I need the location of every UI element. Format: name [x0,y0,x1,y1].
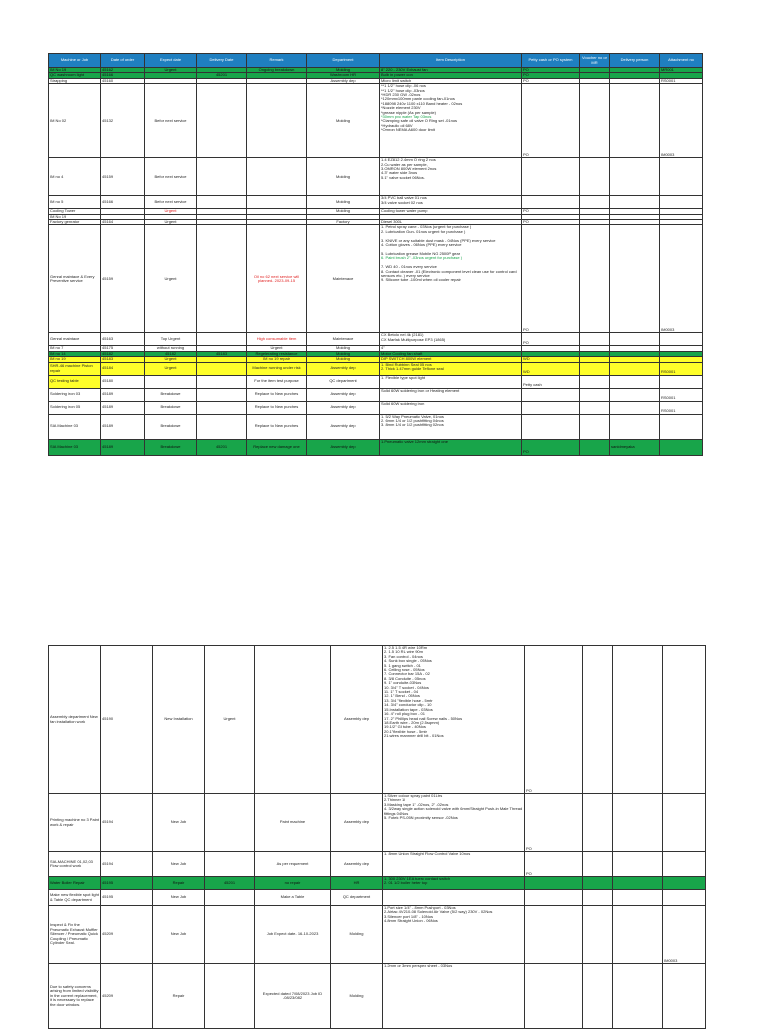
po-cell [522,196,580,209]
attachment-cell: IM0003 [663,906,706,964]
department-cell: Assembly dep [307,78,380,83]
date-cell: 45194 [101,794,153,852]
table-row [49,852,706,877]
table-row [49,375,703,388]
po-cell: PO [522,220,580,225]
maintenance-table-top [48,53,703,456]
remark-cell: High consumable item [247,333,307,346]
remark-cell: Oil no 62 next service will planned- 2023-09-15 [247,225,307,333]
expect-cell: New Job [153,794,205,852]
remark-cell: Replace to New purches [247,401,307,414]
machine-cell: IM no 5 [49,196,101,209]
department-cell: Assembly dep [307,388,380,401]
date-cell: 45195 [101,877,153,890]
machine-cell: Strapping [49,78,101,83]
expect-cell: Top Urgent [145,333,197,346]
description-cell: Diesel 300L [380,220,522,225]
attachment-cell [663,646,706,794]
attachment-cell: RS0001 [660,78,703,83]
description-cell: 1. 5/2 Way Pneumatic Valve, 01nos 2. 6mm 1/4 or 1/2 pushfitting 04nos 3. 8mm 1/4 or 1/2 pushfitting 02nos [380,414,522,439]
remark-cell: Paint machine [255,794,331,852]
expect-cell: New Job [153,906,205,964]
expect-cell: Befor next service [145,158,197,196]
machine-cell: Genral maintace & Every Preventive service [49,225,101,333]
po-cell: PO [522,225,580,333]
table-row [49,439,703,455]
department-cell: Washroom HR [307,73,380,78]
person-cell [610,333,660,346]
department-cell: QC department [331,890,383,906]
po-cell [525,964,583,1029]
description-cell: 3/4 PVC ball valve 01 nos 3/4 valve socket 02 nos [380,196,522,209]
attachment-cell [663,852,706,877]
description-cell: DIP SWITCH 800W element [380,357,522,362]
delivery-cell [197,414,247,439]
machine-cell: IM no 7 [49,346,101,351]
table-row [49,388,703,401]
voucher-cell [580,388,610,401]
delivery-cell [197,225,247,333]
date-cell: 45163 [101,333,145,346]
po-cell [522,414,580,439]
po-cell [522,158,580,196]
attachment-cell: IM0003 [660,225,703,333]
description-cell: 4" [380,346,522,351]
attachment-cell [660,375,703,388]
po-cell: PO [522,84,580,158]
machine-cell: Inspect & Fix the Pneumatic Exhaust Muffler Silencer / Pneumatic Quick Coupling / Pneumatic Cylinder Seal. [49,906,101,964]
attachment-cell [660,158,703,196]
description-cell: 1. 300 230V 1EA tuerc contact switch 2. 01 1/2 boiler heter top [383,877,525,890]
department-cell: Maintenace [307,225,380,333]
department-cell: Molding [307,68,380,73]
po-cell: PO [525,852,583,877]
column-header: Remark [247,54,307,68]
po-cell: PO [525,794,583,852]
description-cell: 1.Port size 1/4" - 8mm Pushport - 03Nos 2.Airtac 4V210-08 Solenoid Air Valve (5/2 way) 230V - 02Nos 3.Silencer port 1/8" - 10Nos 4.8mm Straight Union - 06Nos [383,906,525,964]
table-body [49,646,706,1029]
date-cell: 45190 [101,646,153,794]
expect-cell: Breakdowe [145,401,197,414]
voucher-cell [583,877,613,890]
department-cell: Assembly dep [331,852,383,877]
remark-cell [247,158,307,196]
column-header: Voucher no or MR [580,54,610,68]
po-cell: PO [525,646,583,794]
delivery-cell: 45201 [197,73,247,78]
voucher-cell [580,439,610,455]
column-header: Attachment no [660,54,703,68]
description-cell: 1. Flexible type spot light [380,375,522,388]
expect-cell: Repair [153,964,205,1029]
machine-cell: Water Boiler Repair [49,877,101,890]
machine-cell: Assembly department New fan installation work [49,646,101,794]
voucher-cell [580,414,610,439]
delivery-cell [197,401,247,414]
column-header: Item Description [380,54,522,68]
table-row [49,794,706,852]
delivery-cell: 45183 [197,351,247,356]
department-cell: Molding [307,84,380,158]
machine-cell: IM No 19 [49,68,101,73]
po-cell [525,906,583,964]
expect-cell: Breakdowe [145,388,197,401]
machine-cell: Soldering iron 03 [49,388,101,401]
date-cell: 45189 [101,414,145,439]
attachment-cell: RS0001 [660,362,703,375]
voucher-cell [580,84,610,158]
department-cell: Factory [307,220,380,225]
date-cell: 45209 [101,964,153,1029]
remark-cell: As per requement [255,852,331,877]
description-cell: 8" 220 - 230V Exhaust fan [380,68,522,73]
delivery-cell [205,890,255,906]
date-cell: 45159 [101,225,145,333]
machine-cell: Factory genrator [49,220,101,225]
department-cell: QC department [307,375,380,388]
date-cell: 45166 [101,196,145,209]
date-cell: 45189 [101,439,145,455]
date-cell: 45194 [101,852,153,877]
machine-cell: Due to safety concerns arising from limited visibility in the current replacement, it is necessary to replace the door window. [49,964,101,1029]
table-row [49,646,706,794]
po-cell: PO [522,439,580,455]
department-cell: Molding [307,209,380,214]
po-cell [525,890,583,906]
expect-cell: Urgent [145,68,197,73]
expect-cell: Repair [153,877,205,890]
column-header: Delivery Date [197,54,247,68]
expect-cell: New Job [153,890,205,906]
description-cell: 1.2mm or 3mm perspex sheet - 03Nos [383,964,525,1029]
delivery-cell [205,964,255,1029]
column-header: Date of order [101,54,145,68]
delivery-cell [205,852,255,877]
person-cell [613,852,663,877]
expect-cell [145,375,197,388]
attachment-cell [663,890,706,906]
po-cell: WD [522,362,580,375]
expect-cell: Breakdowe [145,439,197,455]
machine-cell: IM no 19 [49,357,101,362]
expect-cell: New Installation [153,646,205,794]
date-cell: 45166 [101,73,145,78]
po-cell: PO [522,68,580,73]
machine-cell: IM No 02 [49,84,101,158]
table-row [49,158,703,196]
machine-cell: QC washroom light [49,73,101,78]
attachment-cell [660,439,703,455]
department-cell: Molding [331,964,383,1029]
department-cell: Assembly dep [331,646,383,794]
description-cell: 1. 8mm Union Straight Flow Control Valve 10nos [383,852,525,877]
machine-cell: SIA Machine 03 [49,414,101,439]
expect-cell: Urgent [145,362,197,375]
table-row [49,225,703,333]
department-cell: Assembly dep [307,362,380,375]
delivery-cell [197,196,247,209]
person-cell [613,877,663,890]
remark-cell [255,646,331,794]
department-cell: Molding [307,351,380,356]
po-cell: WD [522,357,580,362]
attachment-cell [660,196,703,209]
person-cell [613,646,663,794]
date-cell: 45160 [101,78,145,83]
remark-cell: Expected dated 7/08/2023 Job ID -08/23/082 [255,964,331,1029]
voucher-cell [583,890,613,906]
delivery-cell: 45201 [197,439,247,455]
person-cell [613,964,663,1029]
po-cell [525,877,583,890]
date-cell: 45184 [101,362,145,375]
machine-cell: IM No 19 [49,214,101,219]
date-cell: 45189 [101,401,145,414]
date-cell: 45209 [101,906,153,964]
delivery-cell: 45201 [205,877,255,890]
date-cell: 45175 [101,346,145,351]
po-cell [522,388,580,401]
machine-cell: IM no 14 [49,351,101,356]
description-cell: **1 1/2'' hose clip -06 nos **1 1/2'' hose clip -03nos *HDR 230 GW -02nos *120mmx100mm panle cooling fan-01nos *188098 240v 1100 x110 Band heater - 02nos *Nozzle element 230V *grease nipple (As per sample) *30mm pvc water Tap 03nos *Clamping safe oil valve O Ring set -01nos *Hydraulic oil 68V *Omron NEMA A600 door limit [380,84,522,158]
department-cell: Assembly dep [307,414,380,439]
delivery-cell [205,906,255,964]
machine-cell: Cooling Tower [49,209,101,214]
po-cell: PO [522,333,580,346]
table-row [49,84,703,158]
attachment-cell: RS0001 [660,401,703,414]
department-cell: Molding [331,906,383,964]
date-cell: 45164 [101,220,145,225]
remark-cell: Make a Table [255,890,331,906]
column-header: Delivery person [610,54,660,68]
department-cell: Molding [307,196,380,209]
description-cell: 1. 2.5 1.5 4R wire 10Rm 2. 1.5 10 RL wire 90m 3. Fan control - 04nos 4. Sunk box single - 05Nos 5. 1 gang switch - 01 6. Ceiling rose - 05Nos 7. Connector bar 15A - 02 8. 3/8 Conduite - 05nos 9. 1" conduite-03Nos 10. 3/4" T socket - 04Nos 11. 1" T socket - 04 12. 1" Bend - 05Nos 13. 3/4 "flexible hose - 5mtr 14. 3/4" conductor clip - 10 15.Installation tape - 03Nos 16. 4" roll plug box - 01 17. 2" Phillips head nail Screw nails - 50Nos 18.Earth wire - 20m (2.5sqmm) 19.1/2" GI tube - 40Nos 20.1"flexible hose - 5mtr 21.wires mannner drill bit - 01Nos [383,646,525,794]
column-header: Petty cash or PO system [522,54,580,68]
description-cell: Bulb in power con [380,73,522,78]
date-cell: 45189 [101,388,145,401]
attachment-cell: MR001 [660,68,703,73]
expect-cell: Befor next service [145,84,197,158]
delivery-cell [197,158,247,196]
voucher-cell [583,964,613,1029]
description-cell: 1. Petrol spray cane - 03Nos (urgent for purchase ) 2. Lubrication Gun- 01nos urgent for purchase ) 3. KNIVE or any suitable dust mask - 04Nos (PPE) every service 4. Cotton gloves - 06Nos (PPE) every service 5. Lubrication grease Mobile NG 2500P gear 6. Paint brush 2" -03nos urgent for purchase ) 7. WD 40 - 01nos every service 8. Contact cleaner -01 (Electronic component level clean use for control card sensors etc. ) every service 9. Silicone tube -100ml when oil cooler repair [380,225,522,333]
department-cell: Molding [307,346,380,351]
expect-cell: New Job [153,852,205,877]
remark-cell: IM no 19 repair [247,357,307,362]
table-row [49,401,703,414]
machine-cell: Genral maintace [49,333,101,346]
delivery-cell [205,794,255,852]
table-row [49,906,706,964]
voucher-cell [583,646,613,794]
date-cell: 45162 [101,68,145,73]
expect-cell: Urgent [145,357,197,362]
department-cell: Molding [307,357,380,362]
table-row [49,362,703,375]
description-cell: Motor Cooling fan shaft [380,351,522,356]
description-cell: 1.4 EZ812 2.4mm O ring 2 nos 2.Cu water as per sample, 3.OMRON 800W element 2nos 4.3" water side 3nos 5.1" valve socket 06Nos. [380,158,522,196]
delivery-cell [197,375,247,388]
voucher-cell [580,225,610,333]
delivery-cell [197,388,247,401]
expect-cell: Befor next service [145,196,197,209]
table-row [49,414,703,439]
person-cell [613,906,663,964]
delivery-cell [197,362,247,375]
person-cell [610,362,660,375]
date-cell: 45183 [101,357,145,362]
description-cell: CX Betolo nel 4k (2181) CX Marfak Multipurpose EP3 (1865) [380,333,522,346]
column-header: Expect date [145,54,197,68]
person-cell [610,158,660,196]
remark-cell: Regelerating resistance [247,351,307,356]
machine-cell: SIA Machine 03 [49,439,101,455]
date-cell: 45132 [101,84,145,158]
voucher-cell [583,906,613,964]
remark-cell: Machine running under risk [247,362,307,375]
person-cell [610,388,660,401]
voucher-cell [580,401,610,414]
description-cell: Cooling tower water pump [380,209,522,214]
department-cell: Assembly dep [331,794,383,852]
remark-cell [247,196,307,209]
expect-cell: 45182 [145,351,197,356]
remark-cell: For the item test purpose [247,375,307,388]
machine-cell: SHR-46 machine Piston repair [49,362,101,375]
date-cell: 45180 [101,375,145,388]
remark-cell [247,84,307,158]
remark-cell: Replace to New purches [247,388,307,401]
person-cell [613,794,663,852]
person-cell: sanidmeyaka [610,439,660,455]
machine-cell: QC testing table [49,375,101,388]
table-row [49,890,706,906]
person-cell [610,225,660,333]
table-row [49,877,706,890]
column-header: Department [307,54,380,68]
description-cell: Micro limit switch [380,78,522,83]
machine-cell: Soldering iron 05 [49,401,101,414]
person-cell [610,401,660,414]
attachment-cell [660,333,703,346]
table-body [49,68,703,456]
expect-cell: without running [145,346,197,351]
expect-cell: Urgent [145,225,197,333]
attachment-cell [663,964,706,1029]
person-cell [610,84,660,158]
machine-cell: Printing machine no 3 Paint work & repair [49,794,101,852]
po-cell [522,401,580,414]
table-row [49,196,703,209]
voucher-cell [583,852,613,877]
attachment-cell: IM0003 [660,84,703,158]
description-cell: Solid 60W soldering iron [380,401,522,414]
description-cell [383,890,525,906]
po-cell: PO [522,209,580,214]
delivery-cell [197,333,247,346]
remark-cell: Replace new damage one [247,439,307,455]
po-cell: PO [522,78,580,83]
attachment-cell [663,877,706,890]
department-cell: Molding [307,158,380,196]
voucher-cell [580,362,610,375]
remark-cell: Urgent [247,346,307,351]
remark-cell: no repair [255,877,331,890]
voucher-cell [580,196,610,209]
voucher-cell [580,375,610,388]
description-cell: 1.Silver colour spray paint 01Ltrs 2.Thinner 1l 3.Masking tape 1" -02nos, 2" -02nos 4. 3/2way single action solenoid valve with 6mm/Straight Push-in Male Thread fittings 04Nos 5. Fotek PS-05N proximity sensor -02Nos [383,794,525,852]
maintenance-table-bottom [48,645,706,1029]
date-cell: 45182 [101,351,145,356]
description-cell: Solid 60W soldering iron or Heating element [380,388,522,401]
machine-cell: SIA-MACHINE 01,02,03 Flow control work [49,852,101,877]
delivery-cell [197,84,247,158]
header-row [49,54,703,68]
column-header: Machine or Job [49,54,101,68]
remark-cell: Job Expect date- 16-10-2023 [255,906,331,964]
voucher-cell [583,794,613,852]
table-row [49,333,703,346]
attachment-cell [663,794,706,852]
department-cell: Assembly dep [307,401,380,414]
table-row [49,964,706,1029]
po-cell: PO [522,73,580,78]
date-cell: 45195 [101,890,153,906]
person-cell [610,375,660,388]
attachment-cell: RS0001 [660,388,703,401]
machine-cell: IM no 4 [49,158,101,196]
person-cell [610,414,660,439]
remark-cell: Ongoing breakdown [247,68,307,73]
attachment-cell [660,414,703,439]
description-cell: 1. Bind Rubbinn Seal 05 nos 2. Thick 1.47mm guide Teflone seal [380,362,522,375]
voucher-cell [580,333,610,346]
delivery-cell: Urgent [205,646,255,794]
remark-cell: Replace to New purches [247,414,307,439]
department-cell: HR [331,877,383,890]
person-cell [613,890,663,906]
date-cell: 45159 [101,158,145,196]
po-cell: Petty cash [522,375,580,388]
department-cell: Assembly dep [307,439,380,455]
expect-cell: Breakdowe [145,414,197,439]
machine-cell: Make new flexible spot light & Table QC department [49,890,101,906]
voucher-cell [580,158,610,196]
expect-cell: Urgent [145,209,197,214]
description-cell: 1.Pneumatic valve 12mm straight one [380,439,522,455]
expect-cell: Urgent [145,220,197,225]
person-cell [610,196,660,209]
department-cell: Maintenace [307,333,380,346]
